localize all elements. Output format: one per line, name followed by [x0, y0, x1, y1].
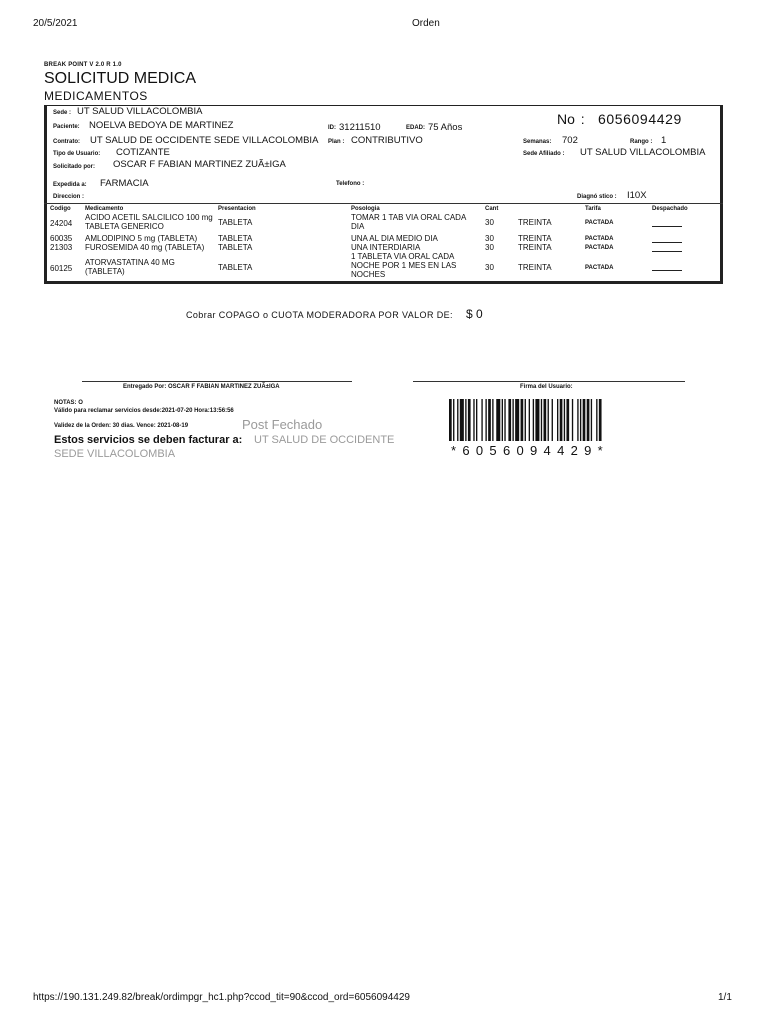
system-version: BREAK POINT V 2.0 R 1.0	[44, 62, 122, 68]
expedida-value: FARMACIA	[100, 178, 149, 189]
cell-posologia: 1 TABLETA VIA ORAL CADA	[351, 252, 455, 261]
validez-orden: Validez de la Orden: 30 dias. Vence: 2021-08-19	[54, 423, 189, 429]
sede-label: Sede :	[53, 110, 72, 116]
col-header-tarifa: Tarifa	[585, 206, 601, 212]
direccion-label: Direccion :	[53, 194, 85, 200]
table-top-rule	[44, 203, 723, 204]
despachado-line	[652, 251, 682, 252]
facturar-entity-1: UT SALUD DE OCCIDENTE	[254, 434, 395, 446]
semanas-label: Semanas:	[523, 139, 552, 145]
cell-posologia-3: NOCHES	[351, 270, 386, 279]
valido-desde: Válido para reclamar servicios desde:2021-07-20 Hora:13:56:56	[54, 408, 234, 414]
cell-presentacion: TABLETA	[218, 243, 253, 252]
sede-value: UT SALUD VILLACOLOMBIA	[77, 106, 203, 117]
page-subtitle: MEDICAMENTOS	[44, 89, 148, 103]
id-value: 31211510	[339, 122, 381, 133]
expedida-label: Expedida a:	[53, 182, 87, 188]
cell-cant-text: TREINTA	[518, 234, 552, 243]
cell-posologia-2: NOCHE POR 1 MES EN LAS	[351, 261, 457, 270]
cell-tarifa: PACTADA	[585, 265, 614, 271]
post-fechado: Post Fechado	[242, 417, 323, 432]
print-date: 20/5/2021	[33, 18, 78, 29]
cell-presentacion: TABLETA	[218, 263, 253, 272]
col-header-medicamento: Medicamento	[85, 206, 124, 212]
sede-afiliado-label: Sede Afiliado :	[523, 151, 565, 157]
cell-medicamento: FUROSEMIDA 40 mg (TABLETA)	[85, 243, 205, 252]
plan-label: Plan :	[328, 139, 345, 145]
sede-afiliado-value: UT SALUD VILLACOLOMBIA	[580, 147, 706, 158]
page-title: SOLICITUD MEDICA	[44, 70, 197, 87]
rango-value: 1	[661, 135, 667, 146]
cell-codigo: 60125	[50, 264, 73, 273]
diagnostico-label: Diagnó stico :	[577, 194, 617, 200]
cell-medicamento: ACIDO ACETIL SALCILICO 100 mg	[85, 213, 213, 222]
id-label: ID:	[328, 125, 336, 131]
plan-value: CONTRIBUTIVO	[351, 135, 423, 146]
cell-cant: 30	[485, 218, 494, 227]
cell-cant: 30	[485, 243, 494, 252]
notas: NOTAS: O	[54, 400, 83, 406]
facturar-entity-2: SEDE VILLACOLOMBIA	[54, 448, 176, 460]
col-header-codigo: Codigo	[50, 206, 71, 212]
col-header-despachado: Despachado	[652, 206, 688, 212]
tipo-usuario-value: COTIZANTE	[116, 147, 170, 158]
cell-cant: 30	[485, 263, 494, 272]
paciente-label: Paciente:	[53, 124, 80, 130]
copago-amount: $ 0	[466, 307, 483, 321]
contrato-value: UT SALUD DE OCCIDENTE SEDE VILLACOLOMBIA	[90, 135, 319, 146]
col-header-presentacion: Presentacion	[218, 206, 256, 212]
cell-tarifa: PACTADA	[585, 236, 614, 242]
order-number: 6056094429	[598, 111, 682, 127]
print-url: https://190.131.249.82/break/ordimpgr_hc1.php?ccod_tit=90&ccod_ord=6056094429	[33, 992, 410, 1003]
despachado-line	[652, 270, 682, 271]
barcode-text: *6056094429*	[451, 443, 610, 458]
solicitado-value: OSCAR F FABIAN MARTINEZ ZUÃ±IGA	[113, 159, 286, 170]
cell-tarifa: PACTADA	[585, 245, 614, 251]
telefono-label: Telefono :	[336, 181, 365, 187]
despachado-line	[652, 226, 682, 227]
cell-codigo: 24204	[50, 219, 73, 228]
cell-medicamento-2: (TABLETA)	[85, 267, 125, 276]
facturar-label: Estos servicios se deben facturar a:	[54, 434, 243, 446]
print-title: Orden	[412, 18, 440, 29]
cell-medicamento: ATORVASTATINA 40 MG	[85, 258, 175, 267]
cell-posologia: TOMAR 1 TAB VIA ORAL CADA	[351, 213, 467, 222]
solicitado-label: Solicitado por:	[53, 164, 95, 170]
cell-cant-text: TREINTA	[518, 243, 552, 252]
cell-medicamento: AMLODIPINO 5 mg (TABLETA)	[85, 234, 198, 243]
cell-codigo: 60035	[50, 234, 73, 243]
cell-codigo: 21303	[50, 243, 73, 252]
cell-tarifa: PACTADA	[585, 220, 614, 226]
entregado-signature-line	[82, 381, 352, 382]
cell-cant-text: TREINTA	[518, 263, 552, 272]
contrato-label: Contrato:	[53, 139, 80, 145]
print-page-number: 1/1	[718, 992, 732, 1003]
copago-text: Cobrar COPAGO o CUOTA MODERADORA POR VALOR DE:	[186, 310, 453, 320]
order-number-label: No :	[557, 111, 585, 127]
cell-posologia: UNA INTERDIARIA	[351, 243, 421, 252]
cell-medicamento-2: TABLETA GENERICO	[85, 222, 164, 231]
col-header-posologia: Posologia	[351, 206, 380, 212]
edad-value: 75 Años	[428, 122, 463, 133]
paciente-value: NOELVA BEDOYA DE MARTINEZ	[89, 120, 234, 131]
barcode-image	[449, 399, 664, 441]
cell-cant: 30	[485, 234, 494, 243]
cell-cant-text: TREINTA	[518, 218, 552, 227]
semanas-value: 702	[562, 135, 578, 146]
tipo-usuario-label: Tipo de Usuario:	[53, 151, 101, 157]
edad-label: EDAD:	[406, 125, 425, 131]
cell-presentacion: TABLETA	[218, 234, 253, 243]
rango-label: Rango :	[630, 139, 653, 145]
firma-label: Firma del Usuario:	[520, 384, 573, 390]
cell-posologia-2: DIA	[351, 222, 365, 231]
cell-posologia: UNA AL DIA MEDIO DIA	[351, 234, 438, 243]
diagnostico-value: I10X	[627, 190, 647, 201]
firma-signature-line	[413, 381, 685, 382]
despachado-line	[652, 242, 682, 243]
col-header-cant: Cant	[485, 206, 499, 212]
cell-presentacion: TABLETA	[218, 218, 253, 227]
entregado-label: Entregado Por: OSCAR F FABIAN MARTINEZ ZUÃ±IGA	[123, 384, 280, 390]
